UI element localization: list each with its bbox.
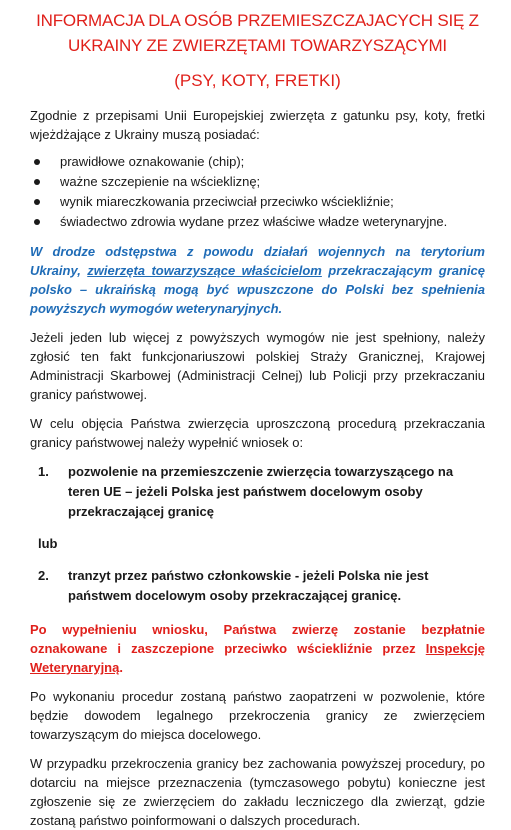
document-title: INFORMACJA DLA OSÓB PRZEMIESZCZAJACYCH SIĘ Z UKRAINY ZE ZWIERZĘTAMI TOWARZYSZĄCYMI — [36, 11, 479, 55]
bullet-icon — [34, 199, 40, 205]
request-list-2 — [30, 566, 485, 606]
list-item: ważne szczepienie na wściekliznę; — [30, 172, 485, 192]
procedure-paragraph: W celu objęcia Państwa zwierzęcia uproszczoną procedurą przekraczania granicy państwowej należy wypełnić wniosek o: — [30, 416, 485, 450]
requirements-list — [30, 152, 485, 232]
violation-paragraph: W przypadku przekroczenia granicy bez zachowania powyższej procedury, po dotarciu na miejsce przeznaczenia (tymczasowego pobytu) konieczne jest zgłoszenie się ze zwierzęciem do zakładu leczniczego dla zwierząt, gdzie zostaną państwo poinformowani o dalszych procedurach. — [30, 756, 485, 828]
list-item: wynik miareczkowania przeciwciał przeciwko wściekliźnie; — [30, 192, 485, 212]
permit-paragraph: Po wykonaniu procedur zostaną państwo zaopatrzeni w pozwolenie, które będzie dowodem legalnego przekroczenia granicy ze zwierzęciem towarzyszącym do miejsca docelowego. — [30, 689, 485, 742]
inspection-underlined: Inspekcję Weterynaryjną — [30, 641, 485, 675]
intro-paragraph: Zgodnie z przepisami Unii Europejskiej zwierzęta z gatunku psy, koty, fretki wjeżdżające z Ukrainy muszą posiadać: — [30, 108, 485, 142]
after-form-paragraph: Po wypełnieniu wniosku, Państwa zwierzę zostanie bezpłatnie oznakowane i zaszczepione przeciwko wściekliźnie przez Inspekcję Weterynaryjną. — [30, 622, 485, 675]
derogation-paragraph: W drodze odstępstwa z powodu działań wojennych na terytorium Ukrainy, zwierzęta towarzyszące właścicielom przekraczającym granicę polsko – ukraińską mogą być wpuszczone do Polski bez spełnienia powyższych wymogów weterynaryjnych. — [30, 244, 485, 316]
document-subtitle: (PSY, KOTY, FRETKI) — [174, 71, 341, 90]
bullet-icon — [34, 219, 40, 225]
list-item: świadectwo zdrowia wydane przez właściwe władze weterynaryjne. — [30, 212, 485, 232]
bullet-icon — [34, 179, 40, 185]
request-item-1: 1. pozwolenie na przemieszczenie zwierzęcia towarzyszącego na teren UE – jeżeli Polska jest państwem docelowym osoby przekraczającej granicę — [38, 464, 454, 519]
derogation-underlined: zwierzęta towarzyszące właścicielom — [87, 263, 322, 278]
request-list — [30, 462, 485, 522]
or-label: lub — [38, 536, 58, 551]
bullet-icon — [34, 159, 40, 165]
report-paragraph: Jeżeli jeden lub więcej z powyższych wymogów nie jest spełniony, należy zgłosić ten fakt funkcjonariuszowi polskiej Straży Granicznej, Krajowej Administracji Skarbowej (Administracji Celnej) lub Policji przy przekraczaniu granicy państwowej. — [30, 330, 485, 402]
request-item-2: 2. tranzyt przez państwo członkowskie - jeżeli Polska nie jest państwem docelowym osoby przekraczającej granicę. — [38, 568, 429, 603]
list-item: prawidłowe oznakowanie (chip); — [30, 152, 485, 172]
